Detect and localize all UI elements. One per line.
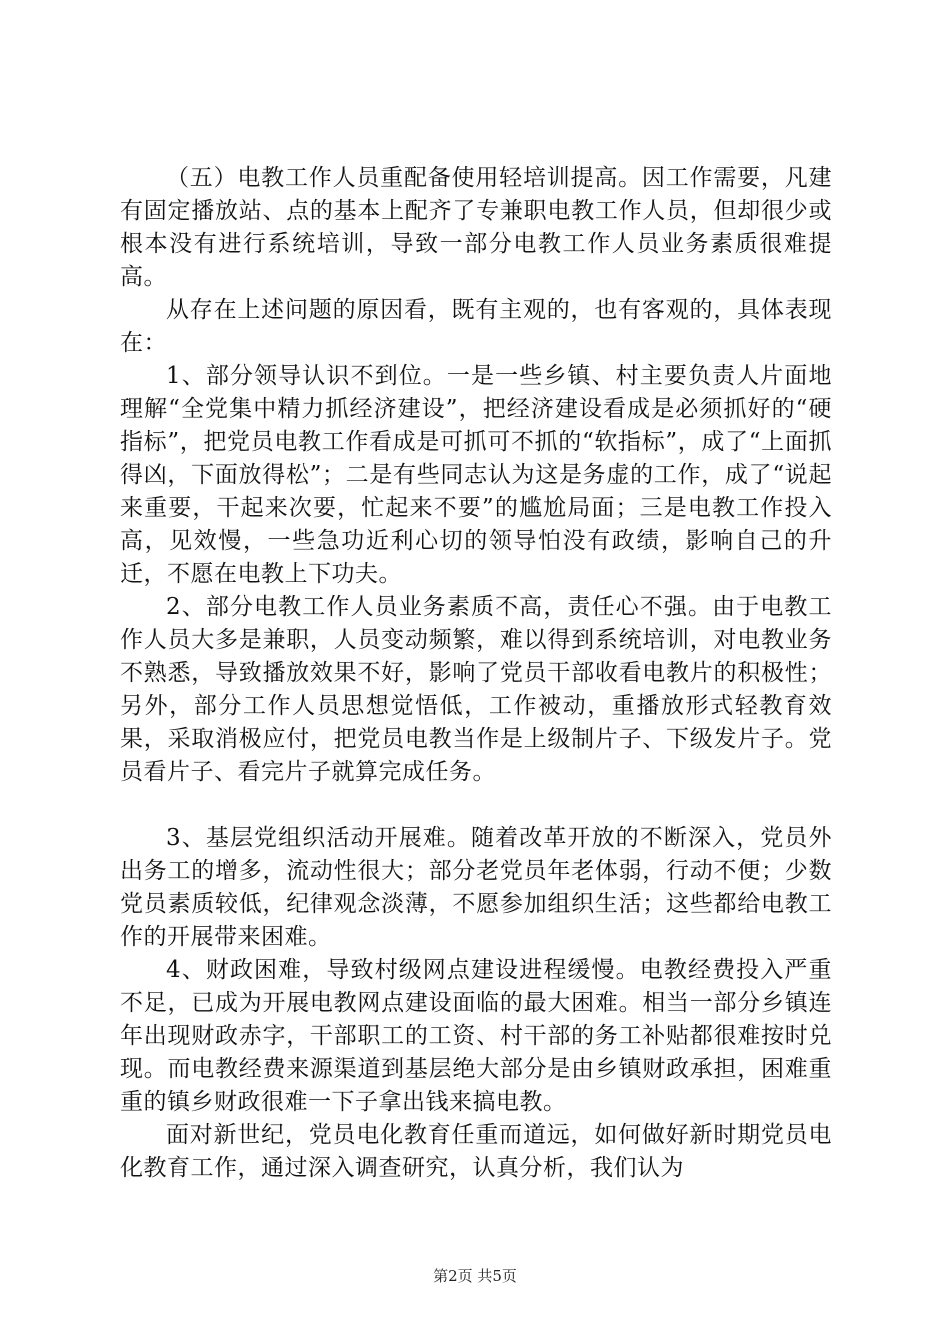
document-body xyxy=(120,162,832,1185)
paragraph-conclusion: 面对新世纪，党员电化教育任重而道远，如何做好新时期党员电化教育工作，通过深入调查研究，认真分析，我们认为 xyxy=(120,1122,832,1181)
paragraph-cause-2: 2、部分电教工作人员业务素质不高，责任心不强。由于电教工作人员大多是兼职，人员变动频繁，难以得到系统培训，对电教业务不熟悉，导致播放效果不好，影响了党员干部收看电教片的积极性；另外，部分工作人员思想觉悟低，工作被动，重播放形式轻教育效果，采取消极应付，把党员电教当作是上级制片子、下级发片子。党员看片子、看完片子就算完成任务。 xyxy=(120,594,832,785)
paragraph-cause-4: 4、财政困难，导致村级网点建设进程缓慢。电教经费投入严重不足，已成为开展电教网点建设面临的最大困难。相当一部分乡镇连年出现财政赤字，干部职工的工资、村干部的务工补贴都很难按时兑现。而电教经费来源渠道到基层绝大部分是由乡镇财政承担，困难重重的镇乡财政很难一下子拿出钱来搞电教。 xyxy=(120,957,832,1115)
paragraph-cause-3: 3、基层党组织活动开展难。随着改革开放的不断深入，党员外出务工的增多，流动性很大；部分老党员年老体弱，行动不便；少数党员素质较低，纪律观念淡薄，不愿参加组织生活；这些都给电教工作的开展带来困难。 xyxy=(120,825,832,950)
paragraph-causes-intro: 从存在上述问题的原因看，既有主观的，也有客观的，具体表现在： xyxy=(120,297,832,356)
page-number-footer: 第2页 共5页 xyxy=(433,1267,517,1285)
paragraph-section-five: （五）电教工作人员重配备使用轻培训提高。因工作需要，凡建有固定播放站、点的基本上配齐了专兼职电教工作人员，但却很少或根本没有进行系统培训，导致一部分电教工作人员业务素质很难提高。 xyxy=(120,165,832,290)
paragraph-cause-1: 1、部分领导认识不到位。一是一些乡镇、村主要负责人片面地理解“全党集中精力抓经济建设”，把经济建设看成是必须抓好的“硬指标”，把党员电教工作看成是可抓可不抓的“软指标”，成了“上面抓得凶，下面放得松”；二是有些同志认为这是务虚的工作，成了“说起来重要，干起来次要，忙起来不要”的尴尬局面；三是电教工作投入高，见效慢，一些急功近利心切的领导怕没有政绩，影响自己的升迁，不愿在电教上下功夫。 xyxy=(120,363,832,587)
